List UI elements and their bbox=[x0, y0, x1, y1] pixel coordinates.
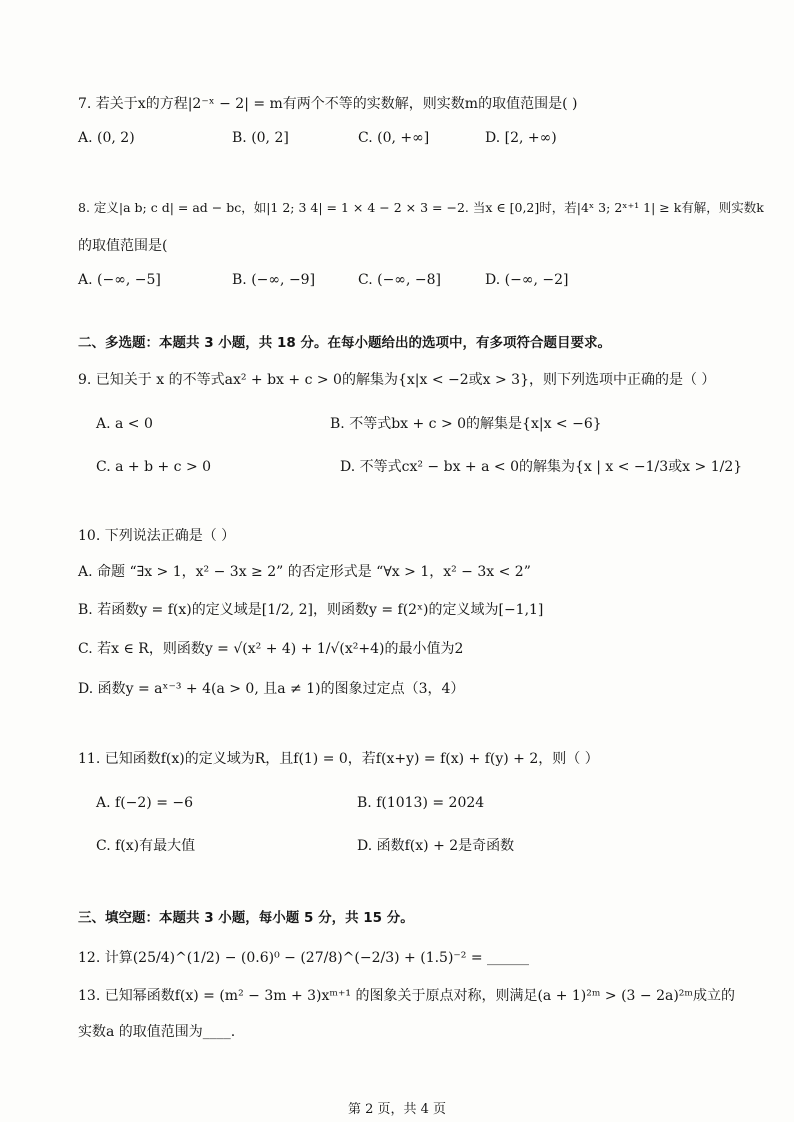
q7-option-d: D. [2, +∞) bbox=[485, 130, 557, 146]
section-multi-choice-heading: 二、多选题：本题共 3 小题，共 18 分。在每小题给出的选项中，有多项符合题目要求。 bbox=[78, 335, 611, 351]
q13-stem-line1: 13. 已知幂函数f(x) = (m² − 3m + 3)xᵐ⁺¹ 的图象关于原点对称，则满足(a + 1)²ᵐ > (3 − 2a)²ᵐ成立的 bbox=[78, 988, 735, 1004]
q7-option-a: A. (0, 2) bbox=[78, 130, 135, 146]
q11-stem: 11. 已知函数f(x)的定义域为R，且f(1) = 0，若f(x+y) = f(x) + f(y) + 2，则（ ） bbox=[78, 751, 599, 767]
q9-option-a: A. a < 0 bbox=[96, 416, 153, 432]
q9-option-b: B. 不等式bx + c > 0的解集是{x|x < −6} bbox=[330, 416, 602, 432]
q8-option-c: C. (−∞, −8] bbox=[358, 272, 441, 288]
q11-option-b: B. f(1013) = 2024 bbox=[357, 795, 485, 811]
q11-option-a: A. f(−2) = −6 bbox=[96, 795, 194, 811]
q9-option-c: C. a + b + c > 0 bbox=[96, 459, 212, 475]
q9-option-d: D. 不等式cx² − bx + a < 0的解集为{x | x < −1/3或x > 1/2} bbox=[340, 459, 743, 475]
q7-option-c: C. (0, +∞] bbox=[358, 130, 430, 146]
q8-option-b: B. (−∞, −9] bbox=[232, 272, 316, 288]
q11-option-c: C. f(x)有最大值 bbox=[96, 838, 196, 854]
q11-option-d: D. 函数f(x) + 2是奇函数 bbox=[357, 838, 515, 854]
q10-stem: 10. 下列说法正确是（ ） bbox=[78, 528, 236, 544]
q10-option-d: D. 函数y = aˣ⁻³ + 4(a > 0, 且a ≠ 1)的图象过定点（3，4） bbox=[78, 681, 465, 697]
q9-stem: 9. 已知关于 x 的不等式ax² + bx + c > 0的解集为{x|x < −2或x > 3}，则下列选项中正确的是（ ） bbox=[78, 372, 716, 388]
q7-option-b: B. (0, 2] bbox=[232, 130, 289, 146]
q10-option-a: A. 命题 “∃x > 1，x² − 3x ≥ 2” 的否定形式是 “∀x > 1，x² − 3x < 2” bbox=[78, 564, 531, 580]
q8-stem-line2: 的取值范围是( bbox=[78, 238, 168, 254]
page-footer: 第 2 页，共 4 页 bbox=[347, 1102, 447, 1117]
q13-stem-line2: 实数a 的取值范围为____. bbox=[78, 1024, 236, 1040]
q10-option-c: C. 若x ∈ R，则函数y = √(x² + 4) + 1/√(x²+4)的最小值为2 bbox=[78, 641, 464, 657]
q10-option-b: B. 若函数y = f(x)的定义域是[1/2, 2]，则函数y = f(2ˣ)的定义域为[−1,1] bbox=[78, 602, 544, 618]
q8-stem-line1: 8. 定义|a b; c d| = ad − bc，如|1 2; 3 4| = 1 × 4 − 2 × 3 = −2. 当x ∈ [0,2]时，若|4ˣ 3; 2ˣ⁺¹ 1| ≥ k有解，则实数k bbox=[78, 200, 764, 215]
q8-option-a: A. (−∞, −5] bbox=[78, 272, 161, 288]
section-fill-blank-heading: 三、填空题：本题共 3 小题，每小题 5 分，共 15 分。 bbox=[78, 910, 414, 926]
q8-option-d: D. (−∞, −2] bbox=[485, 272, 569, 288]
q12-stem: 12. 计算(25/4)^(1/2) − (0.6)⁰ − (27/8)^(−2/3) + (1.5)⁻² = ______ bbox=[78, 950, 530, 966]
q7-stem: 7. 若关于x的方程|2⁻ˣ − 2| = m有两个不等的实数解，则实数m的取值范围是( ) bbox=[78, 96, 578, 112]
